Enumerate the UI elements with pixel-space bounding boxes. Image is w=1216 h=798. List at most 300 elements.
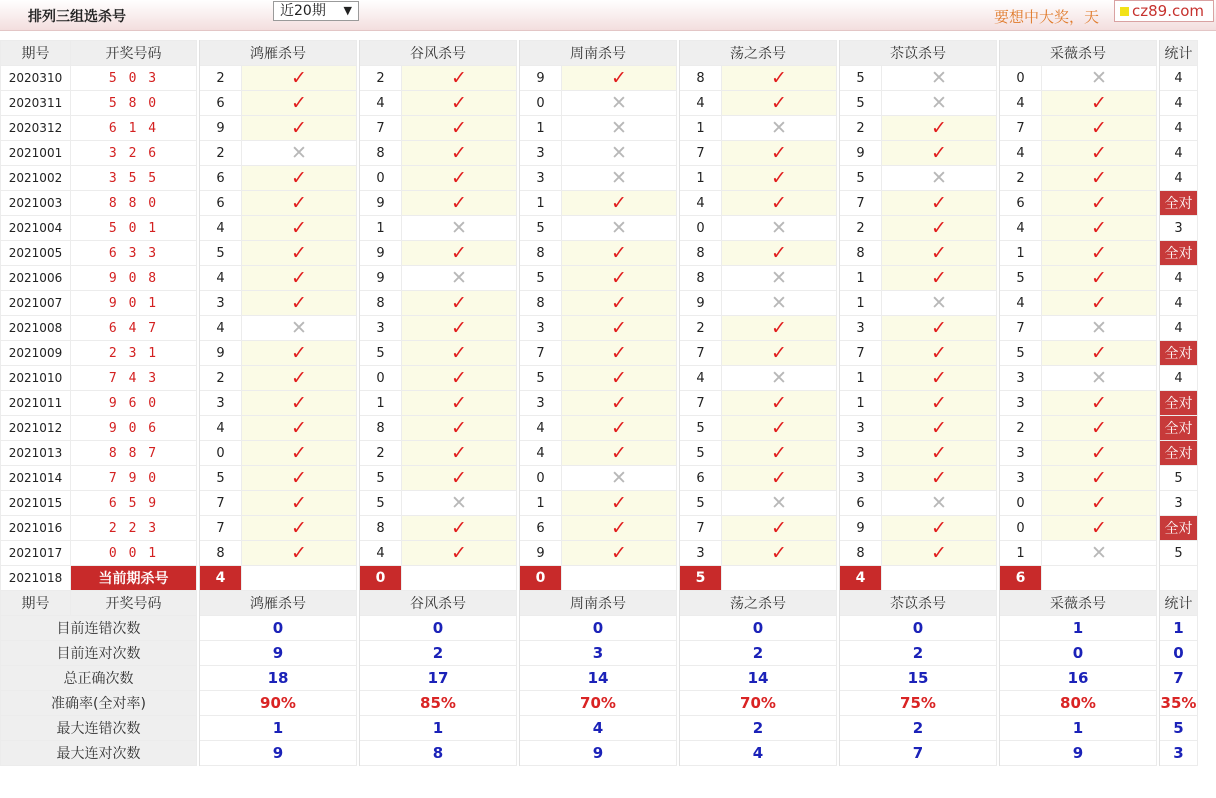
kill-number-cell: 8 <box>840 541 882 566</box>
period-cell: 2021007 <box>1 291 71 316</box>
result-cell <box>562 166 677 191</box>
check-mark-icon: ✓ <box>451 91 467 114</box>
row-stat-cell: 全对 <box>1160 416 1198 441</box>
table-row <box>1 141 1198 166</box>
summary-value: 75% <box>840 691 997 716</box>
summary-value: 2 <box>680 716 837 741</box>
kill-number-cell: 4 <box>680 191 722 216</box>
summary-value: 70% <box>520 691 677 716</box>
summary-stat: 5 <box>1160 716 1198 741</box>
check-mark-icon: ✓ <box>771 91 787 114</box>
result-cell <box>1042 491 1157 516</box>
kill-number-cell: 9 <box>520 66 562 91</box>
result-cell <box>562 516 677 541</box>
kill-number-cell: 9 <box>520 541 562 566</box>
draw-number-cell: 6 1 4 <box>71 116 197 141</box>
table-row <box>1 216 1198 241</box>
result-cell <box>722 166 837 191</box>
kill-number-cell: 4 <box>200 266 242 291</box>
check-mark-icon: ✓ <box>451 391 467 414</box>
summary-value: 9 <box>1000 741 1157 766</box>
result-cell <box>562 141 677 166</box>
kill-number-cell: 9 <box>360 241 402 266</box>
cross-mark-icon: ✕ <box>611 216 627 239</box>
result-cell <box>242 316 357 341</box>
column-header-expert: 采薇杀号 <box>1000 591 1157 616</box>
check-mark-icon: ✓ <box>1091 116 1107 139</box>
result-cell <box>402 416 517 441</box>
check-mark-icon: ✓ <box>291 391 307 414</box>
result-cell <box>1042 316 1157 341</box>
kill-number-cell: 6 <box>200 191 242 216</box>
draw-number-cell: 7 9 0 <box>71 466 197 491</box>
current-kill-label: 当前期杀号 <box>71 566 197 591</box>
period-cell: 2020312 <box>1 116 71 141</box>
check-mark-icon: ✓ <box>291 516 307 539</box>
check-mark-icon: ✓ <box>291 91 307 114</box>
check-mark-icon: ✓ <box>451 66 467 89</box>
table-header-row <box>1 591 1198 616</box>
row-stat-cell: 4 <box>1160 91 1198 116</box>
cross-mark-icon: ✕ <box>1091 541 1107 564</box>
logo-text: cz89.com <box>1132 2 1205 20</box>
result-cell <box>882 191 997 216</box>
result-cell <box>242 191 357 216</box>
result-cell <box>402 191 517 216</box>
current-kill-number: 4 <box>840 566 882 591</box>
check-mark-icon: ✓ <box>771 441 787 464</box>
result-cell <box>242 116 357 141</box>
result-cell <box>562 66 677 91</box>
check-mark-icon: ✓ <box>931 341 947 364</box>
check-mark-icon: ✓ <box>611 191 627 214</box>
kill-number-cell: 0 <box>360 166 402 191</box>
check-mark-icon: ✓ <box>771 416 787 439</box>
kill-number-cell: 7 <box>200 516 242 541</box>
check-mark-icon: ✓ <box>771 141 787 164</box>
result-cell <box>242 241 357 266</box>
result-cell <box>722 366 837 391</box>
empty-cell <box>882 566 997 591</box>
kill-number-cell: 7 <box>360 116 402 141</box>
summary-value: 70% <box>680 691 837 716</box>
period-cell: 2021006 <box>1 266 71 291</box>
check-mark-icon: ✓ <box>931 216 947 239</box>
check-mark-icon: ✓ <box>1091 516 1107 539</box>
table-row <box>1 291 1198 316</box>
kill-number-cell: 3 <box>520 141 562 166</box>
summary-stat: 35% <box>1160 691 1198 716</box>
period-cell: 2021015 <box>1 491 71 516</box>
check-mark-icon: ✓ <box>931 391 947 414</box>
result-cell <box>1042 116 1157 141</box>
check-mark-icon: ✓ <box>291 216 307 239</box>
kill-number-cell: 3 <box>200 391 242 416</box>
check-mark-icon: ✓ <box>611 416 627 439</box>
kill-number-cell: 8 <box>360 516 402 541</box>
check-mark-icon: ✓ <box>611 241 627 264</box>
check-mark-icon: ✓ <box>451 291 467 314</box>
result-cell <box>562 191 677 216</box>
kill-number-cell: 4 <box>1000 91 1042 116</box>
result-cell <box>562 241 677 266</box>
check-mark-icon: ✓ <box>611 66 627 89</box>
result-cell <box>402 341 517 366</box>
kill-number-cell: 0 <box>520 91 562 116</box>
kill-number-cell: 1 <box>840 291 882 316</box>
check-mark-icon: ✓ <box>291 366 307 389</box>
check-mark-icon: ✓ <box>931 191 947 214</box>
result-cell <box>882 441 997 466</box>
result-cell <box>562 491 677 516</box>
row-stat-cell: 4 <box>1160 166 1198 191</box>
check-mark-icon: ✓ <box>931 366 947 389</box>
check-mark-icon: ✓ <box>291 466 307 489</box>
result-cell <box>882 266 997 291</box>
summary-row <box>1 691 1198 716</box>
draw-number-cell: 9 6 0 <box>71 391 197 416</box>
kill-number-cell: 7 <box>520 341 562 366</box>
column-header-expert: 周南杀号 <box>520 41 677 66</box>
result-cell <box>562 466 677 491</box>
kill-number-cell: 6 <box>200 91 242 116</box>
cross-mark-icon: ✕ <box>451 266 467 289</box>
result-cell <box>242 141 357 166</box>
result-cell <box>882 66 997 91</box>
check-mark-icon: ✓ <box>291 166 307 189</box>
result-cell <box>562 266 677 291</box>
result-cell <box>562 541 677 566</box>
check-mark-icon: ✓ <box>1091 441 1107 464</box>
summary-value: 3 <box>520 641 677 666</box>
kill-number-cell: 0 <box>1000 516 1042 541</box>
result-cell <box>402 541 517 566</box>
result-cell <box>1042 216 1157 241</box>
result-cell <box>242 91 357 116</box>
empty-cell <box>562 566 677 591</box>
summary-value: 85% <box>360 691 517 716</box>
result-cell <box>402 316 517 341</box>
result-cell <box>722 391 837 416</box>
summary-value: 2 <box>360 641 517 666</box>
site-logo[interactable] <box>1114 0 1214 22</box>
result-cell <box>882 466 997 491</box>
table-row <box>1 416 1198 441</box>
result-cell <box>402 66 517 91</box>
check-mark-icon: ✓ <box>291 341 307 364</box>
kill-number-cell: 5 <box>360 491 402 516</box>
result-cell <box>562 441 677 466</box>
result-cell <box>402 241 517 266</box>
current-kill-number: 0 <box>360 566 402 591</box>
result-cell <box>1042 191 1157 216</box>
kill-number-cell: 3 <box>200 291 242 316</box>
result-cell <box>562 366 677 391</box>
column-header-period: 期号 <box>1 591 71 616</box>
kill-number-cell: 1 <box>680 166 722 191</box>
kill-number-cell: 0 <box>360 366 402 391</box>
result-cell <box>882 541 997 566</box>
kill-number-cell: 7 <box>680 341 722 366</box>
period-cell: 2020310 <box>1 66 71 91</box>
cross-mark-icon: ✕ <box>931 166 947 189</box>
row-stat-cell: 4 <box>1160 366 1198 391</box>
result-cell <box>562 91 677 116</box>
kill-number-cell: 2 <box>1000 416 1042 441</box>
promo-marquee: 要想中大奖，天 <box>994 8 1100 26</box>
check-mark-icon: ✓ <box>451 341 467 364</box>
table-row <box>1 366 1198 391</box>
table-row <box>1 191 1198 216</box>
result-cell <box>1042 441 1157 466</box>
check-mark-icon: ✓ <box>771 241 787 264</box>
result-cell <box>722 341 837 366</box>
check-mark-icon: ✓ <box>771 66 787 89</box>
summary-row <box>1 716 1198 741</box>
summary-value: 7 <box>840 741 997 766</box>
check-mark-icon: ✓ <box>451 541 467 564</box>
cross-mark-icon: ✕ <box>1091 366 1107 389</box>
draw-number-cell: 5 8 0 <box>71 91 197 116</box>
period-range-select[interactable] <box>273 1 359 21</box>
period-cell: 2021008 <box>1 316 71 341</box>
kill-number-cell: 3 <box>360 316 402 341</box>
kill-number-cell: 4 <box>520 441 562 466</box>
check-mark-icon: ✓ <box>1091 466 1107 489</box>
period-cell: 2021001 <box>1 141 71 166</box>
kill-number-cell: 8 <box>200 541 242 566</box>
check-mark-icon: ✓ <box>771 516 787 539</box>
kill-number-cell: 7 <box>840 191 882 216</box>
result-cell <box>402 291 517 316</box>
check-mark-icon: ✓ <box>611 291 627 314</box>
summary-value: 4 <box>520 716 677 741</box>
kill-number-cell: 7 <box>680 391 722 416</box>
kill-number-cell: 3 <box>1000 466 1042 491</box>
summary-row <box>1 741 1198 766</box>
check-mark-icon: ✓ <box>611 366 627 389</box>
summary-stat: 3 <box>1160 741 1198 766</box>
kill-number-cell: 3 <box>840 441 882 466</box>
draw-number-cell: 0 0 1 <box>71 541 197 566</box>
result-cell <box>402 391 517 416</box>
kill-number-cell: 9 <box>840 516 882 541</box>
result-cell <box>722 316 837 341</box>
row-stat-cell: 全对 <box>1160 241 1198 266</box>
check-mark-icon: ✓ <box>611 516 627 539</box>
result-cell <box>1042 141 1157 166</box>
kill-number-cell: 2 <box>680 316 722 341</box>
check-mark-icon: ✓ <box>291 191 307 214</box>
table-row <box>1 266 1198 291</box>
result-cell <box>882 241 997 266</box>
kill-number-cell: 2 <box>200 141 242 166</box>
check-mark-icon: ✓ <box>291 491 307 514</box>
cross-mark-icon: ✕ <box>771 291 787 314</box>
check-mark-icon: ✓ <box>611 541 627 564</box>
result-cell <box>882 516 997 541</box>
result-cell <box>402 266 517 291</box>
result-cell <box>402 366 517 391</box>
kill-number-cell: 3 <box>840 416 882 441</box>
result-cell <box>882 141 997 166</box>
row-stat-cell: 4 <box>1160 316 1198 341</box>
kill-number-cell: 2 <box>360 441 402 466</box>
kill-number-cell: 3 <box>1000 441 1042 466</box>
current-kill-number: 4 <box>200 566 242 591</box>
kill-number-cell: 5 <box>520 266 562 291</box>
kill-number-cell: 0 <box>200 441 242 466</box>
column-header-expert: 谷风杀号 <box>360 41 517 66</box>
table-row <box>1 491 1198 516</box>
summary-value: 0 <box>520 616 677 641</box>
period-cell: 2021004 <box>1 216 71 241</box>
summary-value: 2 <box>840 641 997 666</box>
period-cell: 2021005 <box>1 241 71 266</box>
result-cell <box>882 166 997 191</box>
kill-number-table <box>0 40 1198 766</box>
kill-number-cell: 6 <box>1000 191 1042 216</box>
period-cell: 2021003 <box>1 191 71 216</box>
kill-number-cell: 4 <box>520 416 562 441</box>
check-mark-icon: ✓ <box>771 191 787 214</box>
check-mark-icon: ✓ <box>451 316 467 339</box>
result-cell <box>722 516 837 541</box>
check-mark-icon: ✓ <box>931 316 947 339</box>
check-mark-icon: ✓ <box>1091 166 1107 189</box>
check-mark-icon: ✓ <box>931 441 947 464</box>
check-mark-icon: ✓ <box>1091 241 1107 264</box>
draw-number-cell: 3 5 5 <box>71 166 197 191</box>
cross-mark-icon: ✕ <box>771 491 787 514</box>
summary-value: 90% <box>200 691 357 716</box>
period-cell: 2021017 <box>1 541 71 566</box>
summary-label: 总正确次数 <box>1 666 197 691</box>
result-cell <box>1042 416 1157 441</box>
dropdown-arrow-icon: ▼ <box>343 4 352 17</box>
kill-number-cell: 1 <box>840 366 882 391</box>
row-stat-cell: 4 <box>1160 291 1198 316</box>
check-mark-icon: ✓ <box>931 416 947 439</box>
check-mark-icon: ✓ <box>451 141 467 164</box>
check-mark-icon: ✓ <box>291 416 307 439</box>
draw-number-cell: 6 4 7 <box>71 316 197 341</box>
result-cell <box>722 491 837 516</box>
result-cell <box>1042 291 1157 316</box>
cross-mark-icon: ✕ <box>611 466 627 489</box>
result-cell <box>882 391 997 416</box>
check-mark-icon: ✓ <box>611 266 627 289</box>
check-mark-icon: ✓ <box>611 316 627 339</box>
kill-number-cell: 2 <box>200 66 242 91</box>
check-mark-icon: ✓ <box>1091 391 1107 414</box>
summary-label: 最大连错次数 <box>1 716 197 741</box>
row-stat-cell: 4 <box>1160 116 1198 141</box>
kill-number-cell: 2 <box>1000 166 1042 191</box>
empty-cell <box>242 566 357 591</box>
kill-number-cell: 3 <box>840 316 882 341</box>
kill-number-cell: 5 <box>520 366 562 391</box>
draw-number-cell: 9 0 8 <box>71 266 197 291</box>
column-header-expert: 苶苡杀号 <box>840 41 997 66</box>
period-cell: 2021016 <box>1 516 71 541</box>
draw-number-cell: 2 3 1 <box>71 341 197 366</box>
cross-mark-icon: ✕ <box>931 66 947 89</box>
result-cell <box>562 291 677 316</box>
result-cell <box>242 66 357 91</box>
kill-number-cell: 8 <box>520 241 562 266</box>
row-stat-cell: 全对 <box>1160 391 1198 416</box>
column-header-expert: 谷风杀号 <box>360 591 517 616</box>
check-mark-icon: ✓ <box>931 516 947 539</box>
table-row <box>1 166 1198 191</box>
empty-cell <box>722 566 837 591</box>
result-cell <box>242 341 357 366</box>
kill-number-cell: 4 <box>200 216 242 241</box>
result-cell <box>882 366 997 391</box>
kill-number-cell: 1 <box>520 191 562 216</box>
column-header-expert: 鸿雁杀号 <box>200 41 357 66</box>
column-header-expert: 荡之杀号 <box>680 41 837 66</box>
result-cell <box>722 291 837 316</box>
page-title: 排列三组选杀号 <box>28 9 126 25</box>
cross-mark-icon: ✕ <box>611 91 627 114</box>
check-mark-icon: ✓ <box>611 491 627 514</box>
summary-label: 目前连错次数 <box>1 616 197 641</box>
draw-number-cell: 9 0 6 <box>71 416 197 441</box>
summary-value: 9 <box>520 741 677 766</box>
draw-number-cell: 3 2 6 <box>71 141 197 166</box>
check-mark-icon: ✓ <box>291 66 307 89</box>
row-stat-cell: 全对 <box>1160 191 1198 216</box>
result-cell <box>562 316 677 341</box>
kill-number-cell: 4 <box>680 366 722 391</box>
check-mark-icon: ✓ <box>611 341 627 364</box>
period-cell: 2020311 <box>1 91 71 116</box>
kill-number-cell: 0 <box>680 216 722 241</box>
result-cell <box>722 116 837 141</box>
kill-number-cell: 9 <box>200 116 242 141</box>
kill-number-cell: 1 <box>360 216 402 241</box>
cross-mark-icon: ✕ <box>1091 66 1107 89</box>
summary-value: 4 <box>680 741 837 766</box>
kill-number-cell: 5 <box>840 66 882 91</box>
summary-value: 0 <box>840 616 997 641</box>
kill-number-cell: 5 <box>840 91 882 116</box>
check-mark-icon: ✓ <box>291 291 307 314</box>
kill-number-cell: 1 <box>520 116 562 141</box>
kill-number-cell: 7 <box>200 491 242 516</box>
result-cell <box>242 516 357 541</box>
result-cell <box>882 91 997 116</box>
cross-mark-icon: ✕ <box>611 116 627 139</box>
draw-number-cell: 9 0 1 <box>71 291 197 316</box>
kill-number-cell: 5 <box>840 166 882 191</box>
result-cell <box>402 116 517 141</box>
table-row <box>1 441 1198 466</box>
cross-mark-icon: ✕ <box>931 491 947 514</box>
result-cell <box>242 291 357 316</box>
check-mark-icon: ✓ <box>931 266 947 289</box>
table-header-row <box>1 41 1198 66</box>
table-row <box>1 466 1198 491</box>
cross-mark-icon: ✕ <box>931 291 947 314</box>
check-mark-icon: ✓ <box>291 241 307 264</box>
summary-value: 9 <box>200 641 357 666</box>
result-cell <box>242 366 357 391</box>
result-cell <box>1042 166 1157 191</box>
summary-value: 14 <box>680 666 837 691</box>
